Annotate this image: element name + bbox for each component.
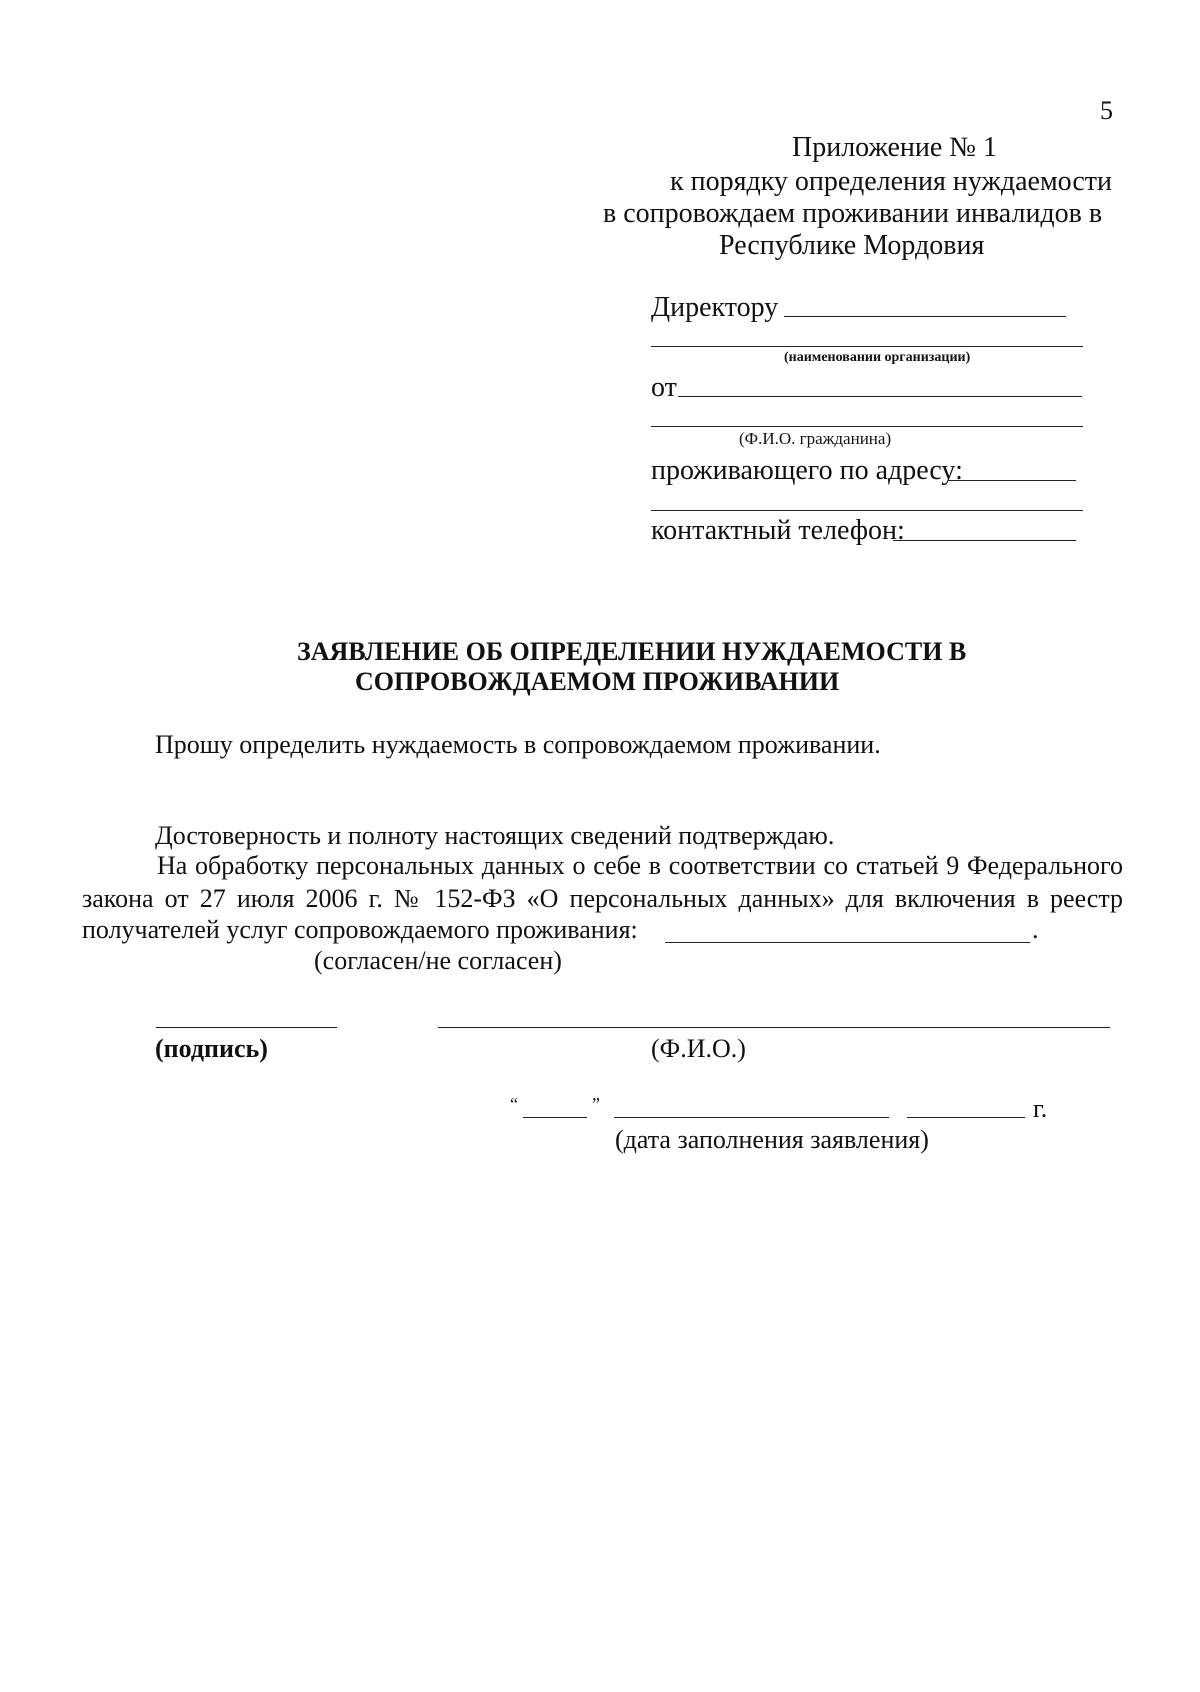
phone-label: контактный телефон: <box>651 515 905 546</box>
signature-field[interactable] <box>156 1027 337 1028</box>
year-suffix: г. <box>1033 1094 1048 1123</box>
consent-period: . <box>1032 915 1039 944</box>
appendix-line-2: к порядку определения нуждаемости <box>670 166 1113 197</box>
day-field[interactable] <box>523 1117 587 1118</box>
citizen-caption: (Ф.И.О. гражданина) <box>739 429 892 448</box>
address-field[interactable] <box>948 480 1076 481</box>
signature-caption: (подпись) <box>155 1034 268 1063</box>
from-field[interactable] <box>678 396 1082 397</box>
full-name-caption: (Ф.И.О.) <box>651 1034 746 1063</box>
address-field-continued[interactable] <box>651 510 1083 511</box>
appendix-line-4: Республике Мордовия <box>719 230 985 261</box>
consent-caption: (согласен/не согласен) <box>314 946 562 975</box>
organization-field[interactable] <box>651 346 1083 347</box>
consent-line-2: закона от 27 июля 2006 г. № 152-ФЗ «О персональных данных» для включения в реестр <box>82 884 1123 913</box>
phone-field[interactable] <box>893 540 1076 541</box>
consent-line-1: На обработку персональных данных о себе в соответствии со статьей 9 Федерального <box>157 851 1123 880</box>
date-open-quote: “ <box>510 1094 518 1114</box>
document-title-line-2: СОПРОВОЖДАЕМОМ ПРОЖИВАНИИ <box>355 667 840 696</box>
appendix-title: Приложение № 1 <box>792 132 997 163</box>
date-caption: (дата заполнения заявления) <box>615 1125 929 1154</box>
date-close-quote: ” <box>592 1094 600 1114</box>
page-number: 5 <box>1100 96 1113 125</box>
full-name-field[interactable] <box>438 1027 1110 1028</box>
address-label: проживающего по адресу: <box>651 455 963 486</box>
appendix-line-3: в сопровождаем проживании инвалидов в <box>603 198 1103 229</box>
organization-caption: (наименовании организации) <box>784 350 971 365</box>
consent-field[interactable] <box>665 942 1030 943</box>
director-field[interactable] <box>784 316 1066 317</box>
year-field[interactable] <box>907 1117 1025 1118</box>
consent-line-3: получателей услуг сопровождаемого проживания: <box>82 915 638 944</box>
from-label: от <box>651 372 677 403</box>
document-title: ЗАЯВЛЕНИЕ ОБ ОПРЕДЕЛЕНИИ НУЖДАЕМОСТИ В <box>297 637 967 666</box>
citizen-name-field[interactable] <box>651 426 1083 427</box>
month-field[interactable] <box>614 1117 889 1118</box>
confirm-text: Достоверность и полноту настоящих сведений подтверждаю. <box>155 821 835 850</box>
request-text: Прошу определить нуждаемость в сопровождаемом проживании. <box>155 730 881 759</box>
director-label: Директору <box>651 292 779 323</box>
